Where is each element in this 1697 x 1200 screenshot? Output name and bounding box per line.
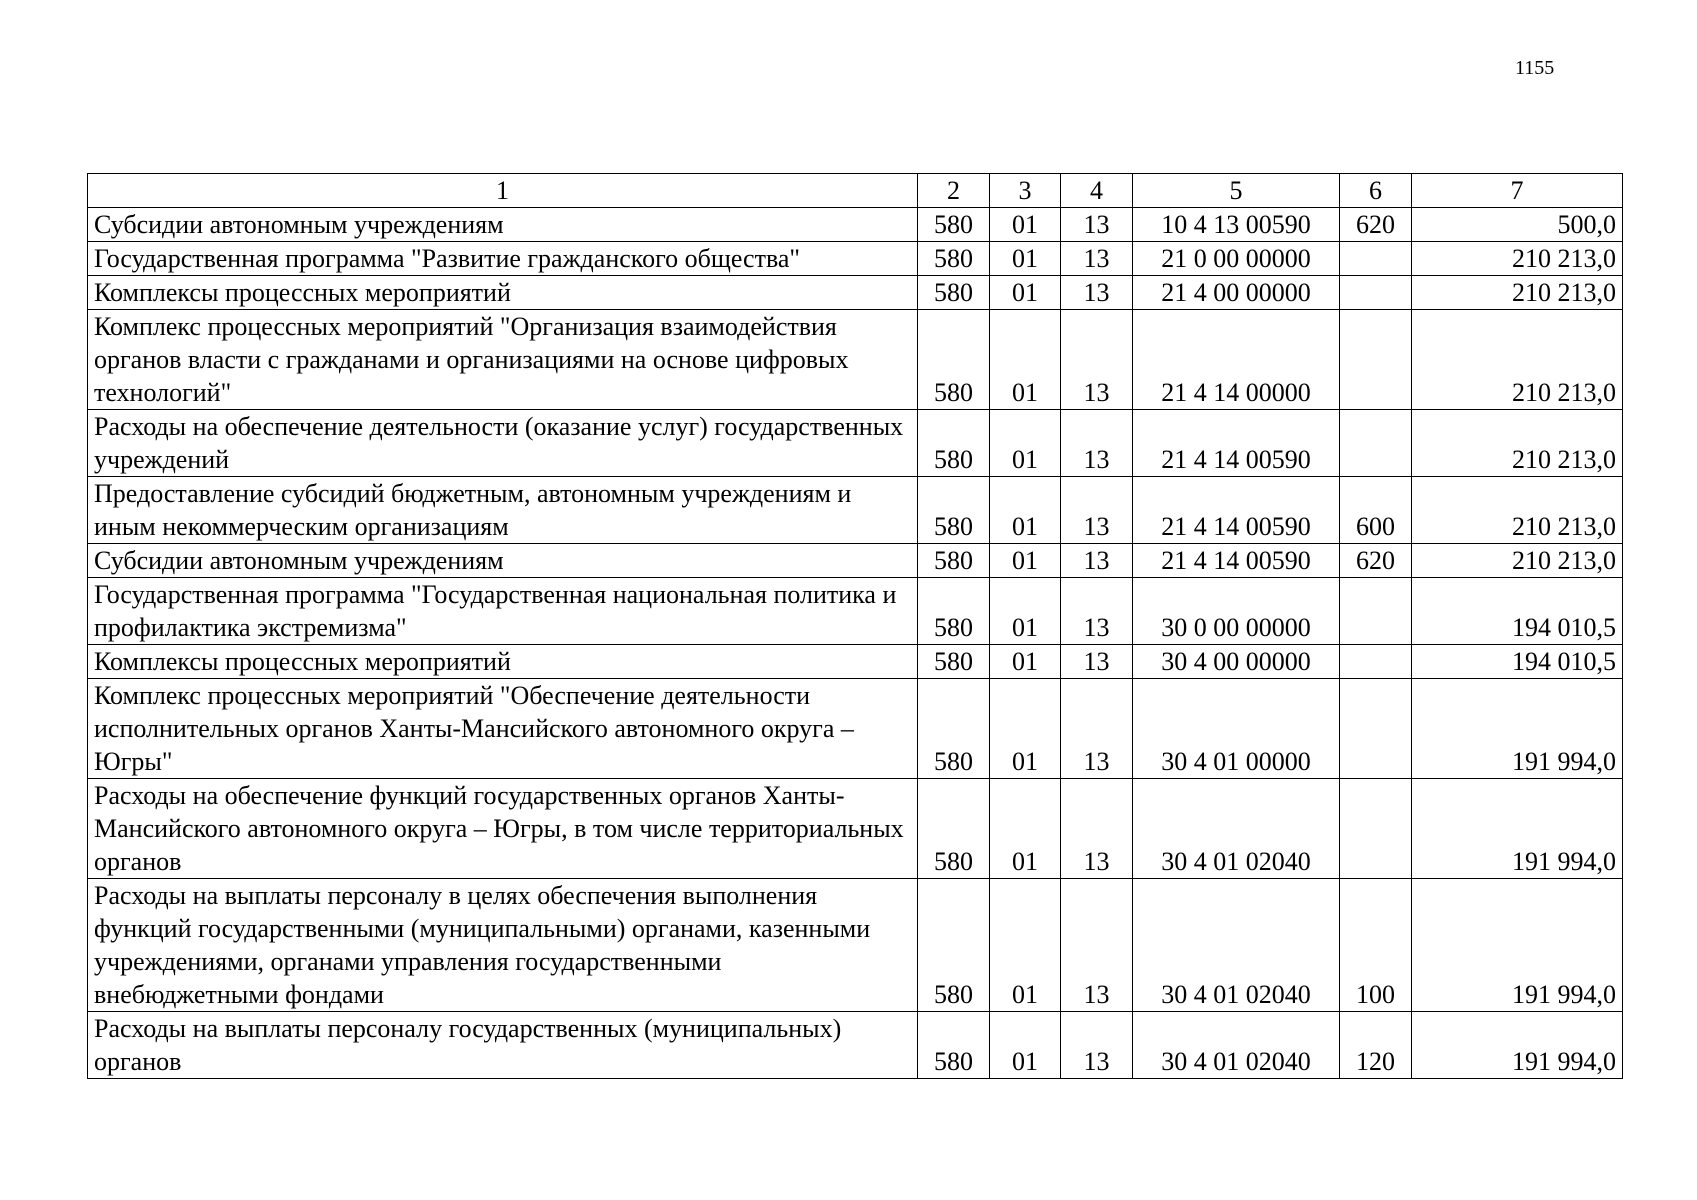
row-col-4: 13 [1061, 208, 1133, 242]
row-name: Расходы на выплаты персоналу государственных (муниципальных) органов [88, 1012, 918, 1079]
row-col-2: 580 [918, 276, 990, 310]
row-col-5: 30 4 01 02040 [1133, 879, 1340, 1012]
header-col-5: 5 [1133, 174, 1340, 208]
row-col-5: 21 4 14 00590 [1133, 477, 1340, 544]
row-col-5: 30 0 00 00000 [1133, 578, 1340, 645]
row-col-5: 30 4 01 02040 [1133, 779, 1340, 879]
table-row [88, 879, 1623, 1012]
row-col-3: 01 [990, 310, 1061, 410]
row-col-7: 210 213,0 [1412, 477, 1623, 544]
row-col-7: 210 213,0 [1412, 276, 1623, 310]
row-name: Субсидии автономным учреждениям [88, 208, 918, 242]
row-col-3: 01 [990, 410, 1061, 477]
row-col-2: 580 [918, 779, 990, 879]
row-col-2: 580 [918, 208, 990, 242]
row-col-4: 13 [1061, 1012, 1133, 1079]
row-col-5: 10 4 13 00590 [1133, 208, 1340, 242]
row-col-4: 13 [1061, 477, 1133, 544]
row-col-6: 620 [1340, 208, 1412, 242]
header-row [88, 174, 1623, 208]
row-col-2: 580 [918, 310, 990, 410]
row-col-2: 580 [918, 679, 990, 779]
row-col-7: 210 213,0 [1412, 544, 1623, 578]
row-col-4: 13 [1061, 544, 1133, 578]
header-col-3: 3 [990, 174, 1061, 208]
row-col-7: 210 213,0 [1412, 242, 1623, 276]
row-col-3: 01 [990, 276, 1061, 310]
header-col-1: 1 [88, 174, 918, 208]
row-col-4: 13 [1061, 779, 1133, 879]
header-col-4: 4 [1061, 174, 1133, 208]
row-name: Комплексы процессных мероприятий [88, 276, 918, 310]
row-name: Комплекс процессных мероприятий "Обеспечение деятельности исполнительных органов Ханты-Мансийского автономного округа – Югры" [88, 679, 918, 779]
row-col-6 [1340, 276, 1412, 310]
row-col-6 [1340, 779, 1412, 879]
row-col-6: 100 [1340, 879, 1412, 1012]
row-name: Комплексы процессных мероприятий [88, 645, 918, 679]
table-row [88, 679, 1623, 779]
row-col-3: 01 [990, 208, 1061, 242]
row-col-7: 210 213,0 [1412, 410, 1623, 477]
row-col-2: 580 [918, 578, 990, 645]
table-row [88, 645, 1623, 679]
row-col-3: 01 [990, 578, 1061, 645]
table-row [88, 310, 1623, 410]
row-col-4: 13 [1061, 645, 1133, 679]
header-col-6: 6 [1340, 174, 1412, 208]
row-name: Государственная программа "Государственная национальная политика и профилактика экстремизма" [88, 578, 918, 645]
row-col-5: 21 0 00 00000 [1133, 242, 1340, 276]
row-col-7: 210 213,0 [1412, 310, 1623, 410]
row-col-2: 580 [918, 645, 990, 679]
row-col-6 [1340, 578, 1412, 645]
row-col-6 [1340, 679, 1412, 779]
row-col-7: 191 994,0 [1412, 679, 1623, 779]
row-col-5: 30 4 00 00000 [1133, 645, 1340, 679]
row-col-3: 01 [990, 1012, 1061, 1079]
row-col-3: 01 [990, 679, 1061, 779]
row-col-3: 01 [990, 645, 1061, 679]
row-col-3: 01 [990, 477, 1061, 544]
header-col-2: 2 [918, 174, 990, 208]
row-col-2: 580 [918, 544, 990, 578]
row-col-7: 191 994,0 [1412, 1012, 1623, 1079]
row-col-7: 194 010,5 [1412, 578, 1623, 645]
row-col-6: 600 [1340, 477, 1412, 544]
row-col-5: 21 4 14 00000 [1133, 310, 1340, 410]
row-col-2: 580 [918, 477, 990, 544]
row-col-6: 120 [1340, 1012, 1412, 1079]
row-col-3: 01 [990, 879, 1061, 1012]
row-col-7: 500,0 [1412, 208, 1623, 242]
row-col-2: 580 [918, 879, 990, 1012]
row-col-4: 13 [1061, 578, 1133, 645]
row-col-4: 13 [1061, 679, 1133, 779]
row-col-5: 21 4 14 00590 [1133, 410, 1340, 477]
row-col-3: 01 [990, 242, 1061, 276]
page-number: 1155 [1515, 57, 1555, 79]
row-col-3: 01 [990, 544, 1061, 578]
row-name: Предоставление субсидий бюджетным, автономным учреждениям и иным некоммерческим организациям [88, 477, 918, 544]
row-col-6 [1340, 410, 1412, 477]
row-col-7: 191 994,0 [1412, 879, 1623, 1012]
row-col-4: 13 [1061, 242, 1133, 276]
row-name: Расходы на обеспечение деятельности (оказание услуг) государственных учреждений [88, 410, 918, 477]
budget-table [87, 173, 1623, 1079]
table-row [88, 242, 1623, 276]
row-col-5: 21 4 00 00000 [1133, 276, 1340, 310]
row-col-5: 30 4 01 02040 [1133, 1012, 1340, 1079]
table-row [88, 779, 1623, 879]
table-row [88, 410, 1623, 477]
row-name: Расходы на обеспечение функций государственных органов Ханты-Мансийского автономного округа – Югры, в том числе территориальных органов [88, 779, 918, 879]
row-col-7: 191 994,0 [1412, 779, 1623, 879]
row-name: Комплекс процессных мероприятий "Организация взаимодействия органов власти с гражданами и организациями на основе цифровых технологий" [88, 310, 918, 410]
row-col-7: 194 010,5 [1412, 645, 1623, 679]
row-col-2: 580 [918, 242, 990, 276]
table-row [88, 208, 1623, 242]
row-col-2: 580 [918, 1012, 990, 1079]
row-col-5: 30 4 01 00000 [1133, 679, 1340, 779]
table-row [88, 477, 1623, 544]
row-col-5: 21 4 14 00590 [1133, 544, 1340, 578]
table-row [88, 578, 1623, 645]
row-col-4: 13 [1061, 310, 1133, 410]
table-row [88, 276, 1623, 310]
row-col-6 [1340, 242, 1412, 276]
row-name: Государственная программа "Развитие гражданского общества" [88, 242, 918, 276]
row-col-6: 620 [1340, 544, 1412, 578]
row-col-2: 580 [918, 410, 990, 477]
row-name: Расходы на выплаты персоналу в целях обеспечения выполнения функций государственными (муниципальными) органами, казенными учреждениями, органами управления государственными внебюджетными фондами [88, 879, 918, 1012]
row-col-6 [1340, 310, 1412, 410]
row-col-4: 13 [1061, 879, 1133, 1012]
row-col-3: 01 [990, 779, 1061, 879]
header-col-7: 7 [1412, 174, 1623, 208]
table-row [88, 1012, 1623, 1079]
row-name: Субсидии автономным учреждениям [88, 544, 918, 578]
row-col-4: 13 [1061, 276, 1133, 310]
table-row [88, 544, 1623, 578]
row-col-4: 13 [1061, 410, 1133, 477]
row-col-6 [1340, 645, 1412, 679]
